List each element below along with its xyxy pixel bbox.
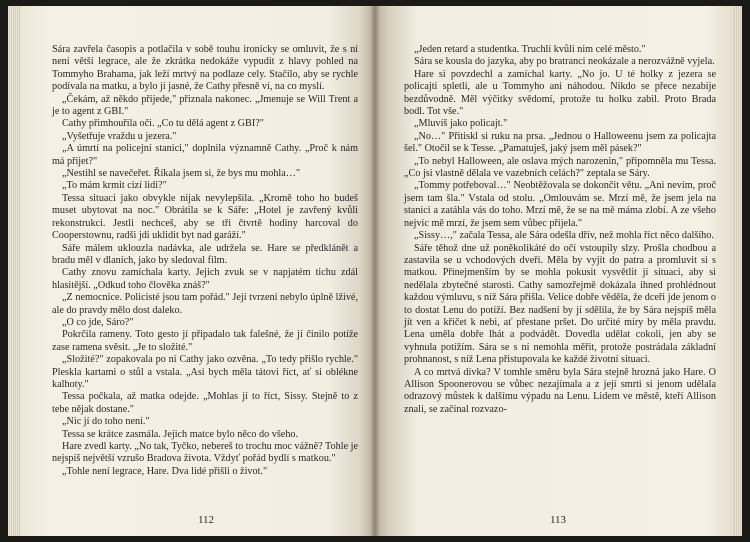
page-stack-edge — [8, 6, 20, 536]
paragraph: Sára se kousla do jazyka, aby po bratranci neokázale a nerozvážně vyjela. — [414, 56, 715, 68]
paragraph: „Tohle není legrace, Hare. Dva lidé přišli o život." — [62, 465, 268, 477]
paragraph: Tessa situaci jako obvykle nijak nevylepšila. „Kromě toho ho budeš muset ubytovat na noc." Obrátila se k Sáře: „Hotel je zavřený kvůli rekonstrukci. Jestli nechceš, aby se tři čtvrtě hodiny harcoval do Cooperstownu, radši jdi uklidit byt nad garáží." — [52, 192, 358, 242]
paragraph: „O co jde, Sáro?" — [62, 316, 134, 328]
paragraph: „A úmrtí na policejní stanici," doplnila významně Cathy. „Proč k nám má přijet?" — [52, 143, 358, 167]
paragraph: „Složité?" zopakovala po ní Cathy jako ozvěna. „To tedy přišlo rychle." Pleskla kartami o stůl a vstala. „Asi bych měla tátovi říct, ať si oblékne kalhoty." — [52, 354, 358, 390]
paragraph: Hare si povzdechl a zamíchal karty. „No jo. U té holky z jezera se policajti spletli, ale u Tommyho ani náhodou. Nikdo se přece nezabije bezdůvodně. Měl výčitky svědomí, protože tu holku zabil. Proto Brada bodl. Tot vše." — [404, 68, 716, 118]
paragraph: Cathy znovu zamíchala karty. Jejich zvuk se v napjatém tichu zdál hlasitější. „Odkud toho člověka znáš?" — [52, 267, 358, 291]
page-number: 112 — [197, 514, 215, 526]
paragraph: „Nic jí do toho není." — [62, 416, 150, 428]
paragraph: Tessa počkala, až matka odejde. „Mohlas jí to říct, Sissy. Stejně to z tebe nějak dostane." — [52, 391, 358, 415]
paragraph: „Jeden retard a studentka. Truchlí kvůli nim celé město." — [414, 44, 646, 55]
left-page — [8, 6, 374, 536]
paragraph: Cathy přimhouřila oči. „Co tu dělá agent z GBI?" — [62, 118, 264, 130]
page-number: 113 — [549, 514, 567, 526]
paragraph: „To mám krmit cizí lidi?" — [62, 180, 167, 192]
right-page — [374, 6, 742, 536]
paragraph: „Z nemocnice. Policisté jsou tam pořád." Její tvrzení nebylo úplně lživé, ale do pravdy mělo dost daleko. — [52, 292, 358, 316]
paragraph: „Sissy…," začala Tessa, ale Sára odešla dřív, než mohla říct něco dalšího. — [414, 230, 714, 242]
paragraph: Tessa se krátce zasmála. Jejich matce bylo něco do všeho. — [62, 428, 299, 440]
paragraph: „No…" Přitiskl si ruku na prsa. „Jednou o Halloweenu jsem za policajta šel." Otočil se k Tesse. „Pamatuješ, jaký jsem měl pásek?" — [404, 130, 716, 155]
open-book — [8, 6, 742, 536]
paragraph: „Mluvíš jako policajt." — [414, 118, 508, 130]
page-stack-edge — [734, 6, 742, 536]
left-page-text — [52, 44, 358, 478]
paragraph: Sára zavřela časopis a potlačila v sobě touhu ironicky se omluvit, že s ní není větší legrace, ale že zkrátka nedokáže vypudit z hlavy pohled na Tommyho Brahama, jak leží mrtvý na podlaze cely. Stačilo, aby se rychle podívala na matku, a bylo jí jasné, že Cathy přesně ví, na co myslí. — [52, 44, 358, 93]
paragraph: „Čekám, až někdo přijede," přiznala nakonec. „Jmenuje se Will Trent a je to agent z GBI." — [52, 93, 358, 118]
paragraph: Sáře těhož dne už poněkolikáté do očí vstoupily slzy. Prošla chodbou a zastavila se u vchodových dveří. Měla by vyjít do patra a promluvit si s matkou. Přinejmenším by se mohla pokusit vysvětlit jí situaci, aby si nedělala zbytečné starosti. Cathy samozřejmě dokázala ihned prohlédnout každou výmluvu, s níž Sára přišla. Velice dobře věděla, že dceři jde jenom o to dostat Lenu do potíží. Bez nadšení by jí sdělila, že by Sára nejspíš měla jít ven a křičet k nebi, ať přestane pršet. Do určité míry by měla pravdu. Lena uměla dobře lhát a podvádět. Dovedla udělat cokoli, jen aby se vyhnula potížím. Sára se s ní nemohla měřit, protože postrádala základní prohnanost, s níž Lena přistupovala ke každé životní situaci. — [404, 242, 716, 366]
paragraph: „Vyšetřuje vraždu u jezera." — [62, 130, 177, 142]
paragraph: A co mrtvá dívka? V tomhle směru byla Sára stejně hrozná jako Hare. O Allison Spoonerovou se vůbec nezajímala a z její smrti si jenom udělala odrazový můstek k dalšímu výpadu na Lenu. Lidem ve městě, kteří Allison znali, se začínal rozvazo- — [404, 366, 716, 415]
paragraph: „Nestihl se navečeřet. Říkala jsem si, že bys mu mohla…" — [62, 168, 301, 180]
paragraph: Sáře málem uklouzla nadávka, ale udržela se. Hare se předklánět a bradu měl v dlaních, jako by sledoval film. — [52, 242, 358, 266]
right-page-text — [404, 44, 716, 416]
paragraph: Pokrčila rameny. Toto gesto jí připadalo tak falešné, že jí činilo potíže zase ramena svěsit. „Je to složité." — [52, 329, 358, 353]
book-spine — [370, 6, 380, 536]
paragraph: „Tommy potřeboval…" Neobtěžovala se dokončit větu. „Ani nevím, proč jsem tam šla." Vstala od stolu. „Omlouvám se. Mrzí mě, že jsem jela na stanici a zatáhla vás do toho. Mrzí mě, že se na mě máma zlobí. A ze všeho nejvíc mě mrzí, že jsem sem vůbec přijela." — [404, 180, 716, 229]
paragraph: „To nebyl Halloween, ale oslava mých narozenin," připomněla mu Tessa. „Co jsi vlastně dělala ve vazebních celách?" zeptala se Sáry. — [404, 155, 716, 180]
paragraph: Hare zvedl karty. „No tak, Tyčko, nebereš to trochu moc vážně? Tohle je nejspíš největší vzrušo Bradova života. Vždyť pořád bydlí s matkou." — [52, 441, 358, 465]
